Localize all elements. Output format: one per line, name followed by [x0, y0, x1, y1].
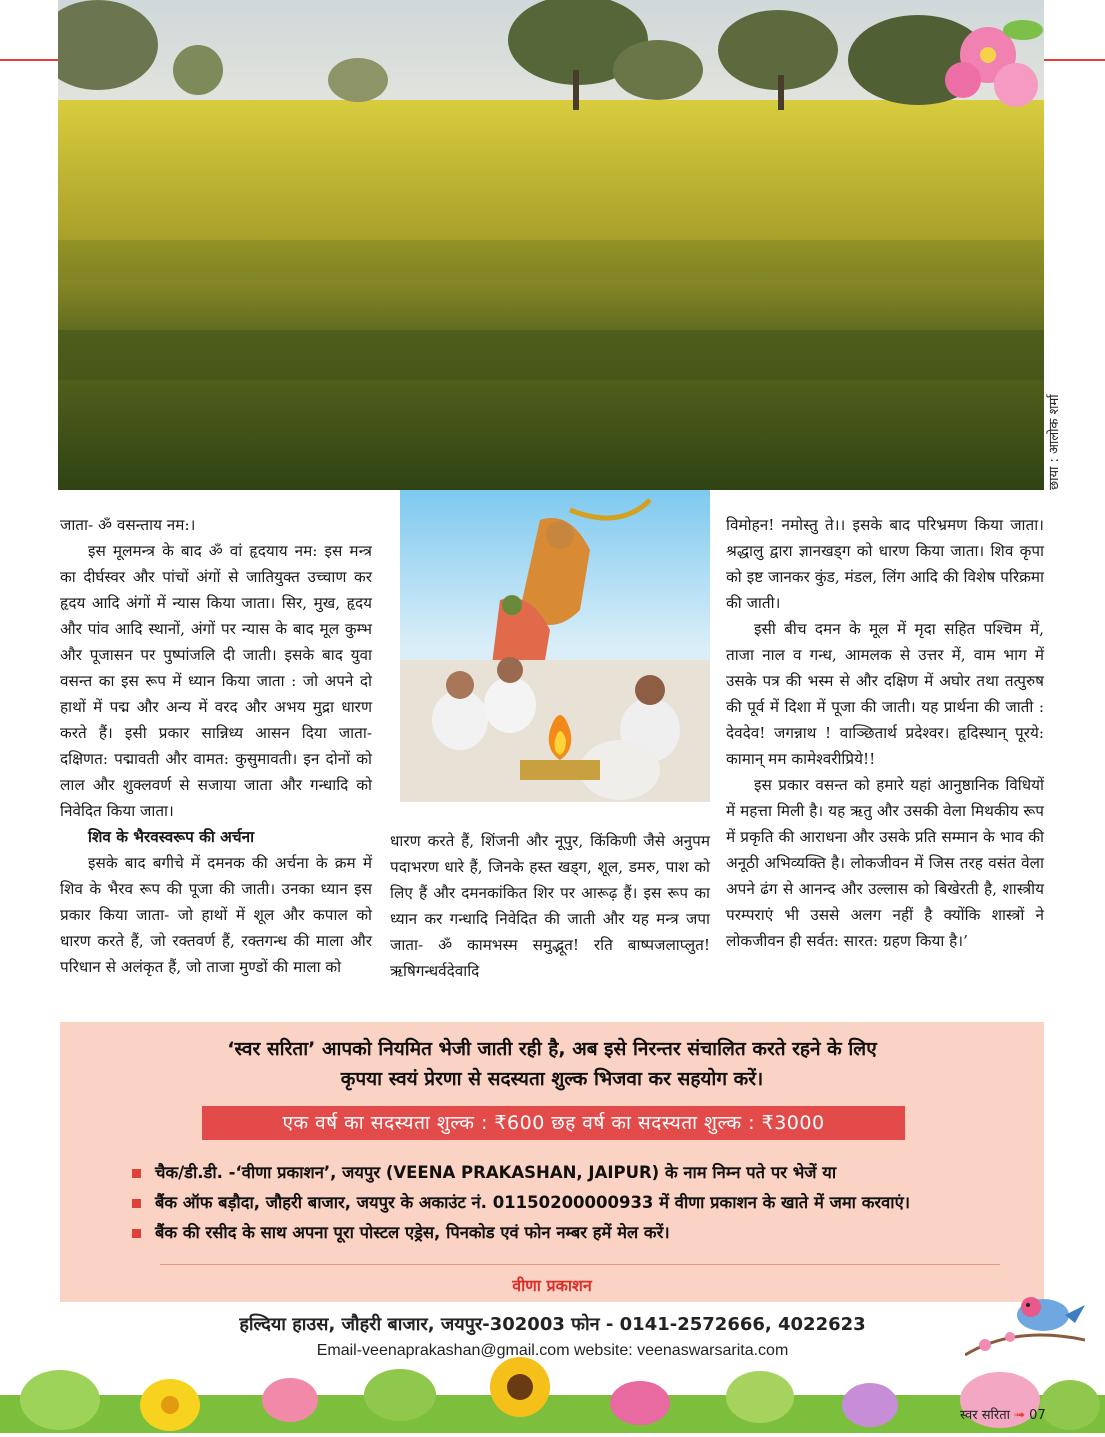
publisher-contact: Email-veenaprakashan@gmail.com website: veenaswarsarita.com	[316, 1342, 789, 1359]
flower-border	[0, 1355, 1105, 1433]
bullet-text: बैंक ऑफ बड़ौदा, जौहरी बाजार, जयपुर के अकाउंट नं. 01150200000933 में वीणा प्रकाशन के खाते में जमा करवाएं।	[155, 1193, 910, 1212]
subscription-panel	[60, 1022, 1044, 1302]
bullet-square-icon	[132, 1169, 141, 1178]
publisher-name: वीणा प्रकाशन	[512, 1276, 592, 1295]
paragraph: इसी बीच दमन के मूल में मृदा सहित पश्चिम में, ताजा नाल व गन्ध, आमलक से उत्तर में, वाम भाग में उसके पत्र की भस्म से और दक्षिण में अघोर तथा तत्पुरुष की पूर्व में दिशा में पूजा की जाती। यह प्रार्थना की जाती : देवदेव! जगन्नाथ ! वाञ्छितार्थ प्रदेश्वर। हृदिस्थान् पूरये: कामान् मम कामेश्वरीप्रिये!!	[726, 620, 1044, 768]
bullet-item	[132, 1190, 1032, 1213]
appeal-line-1: ‘स्वर सरिता’ आपको नियमित भेजी जाती रही है, अब इसे निरन्तर संचालित करते रहने के लिए	[227, 1038, 877, 1060]
fee-banner: एक वर्ष का सदस्यता शुल्क : ₹600 छह वर्ष का सदस्यता शुल्क : ₹3000	[202, 1106, 905, 1140]
paragraph: इस मूलमन्त्र के बाद ॐ वां हृदयाय नम: इस मन्त्र का दीर्घस्वर और पांचों अंगों से जातियुक्त उच्चाण कर हृदय आदि अंगों में न्यास किया जाता। सिर, मुख, हृदय और पांव आदि स्थानों, अंगों पर न्यास के बाद मूल कुम्भ और पूजासन पर पुष्पांजलि दी जाती। इसके बाद युवा वसन्त का इस रूप में ध्यान किया जाता : जो अपने दो हाथों में पद्म और अन्य में वरद और अभय मुद्रा धारण करते हैं। इसी प्रकार सान्निध्य आसन दिया जाता- दक्षिणत: पद्मावती और वामत: कुसुमावती। इन दोनों को लाल और शुक्लवर्ण से सजाया जाता और गन्धादि को निवेदित किया जाता।	[60, 542, 372, 820]
bullet-square-icon	[132, 1199, 141, 1208]
subscription-appeal	[60, 1034, 1044, 1094]
paragraph: धारण करते हैं, शिंजनी और नूपुर, किंकिणी जैसे अनुपम पदाभरण धारे हैं, जिनके हस्त खड्ग, शूल, डमरु, पाश को लिए हैं और दमनकांकित शिर पर आरूढ़ हैं। इस रूप का ध्यान कर गन्धादि निवेदित की जाती और यह मन्त्र जपा जाता- ॐ कामभस्म समुद्भूत! रति बाष्पजलाप्लुत! ऋषिगन्धर्वदेवादि	[390, 832, 710, 980]
page-number: 07	[1029, 1408, 1046, 1423]
top-rule-right	[1044, 59, 1105, 61]
arrow-icon: ➟	[1014, 1408, 1026, 1423]
bullet-text: चैक/डी.डी. -‘वीणा प्रकाशन’, जयपुर (VEENA PRAKASHAN, JAIPUR) के नाम निम्न पते पर भेजें या	[155, 1163, 837, 1182]
page-footer	[960, 1405, 1046, 1423]
paragraph: जाता- ॐ वसन्ताय नम:।	[60, 516, 196, 534]
paragraph: इसके बाद बगीचे में दमनक की अर्चना के क्रम में शिव के भैरव रूप की पूजा की जाती। उनका ध्यान इस प्रकार किया जाता- जो हाथों में शूल और कपाल को धारण करते हैं, जो रक्तवर्ण हैं, रक्तगन्ध की माला और परिधान से अलंकृत हैं, जो ताजा मुण्डों की माला को	[60, 854, 372, 976]
column-right	[726, 512, 1044, 954]
top-rule-left	[0, 59, 58, 61]
column-left	[60, 512, 372, 980]
paragraph: इस प्रकार वसन्त को हमारे यहां आनुष्ठानिक विधियों में महत्ता मिली है। यह ऋतु और उसकी वेला मिथकीय रूप में प्रकृति की आराधना और उसके प्रति सम्मान के भाव की अनूठी अभिव्यक्ति है। लोकजीवन में जिस तरह वसंत वेला अपने ढंग से आनन्द और उल्लास को बिखेरती है, शास्त्रीय परम्पराएं भी उससे अलग नहीं है क्योंकि शास्त्रों ने लोकजीवन ही सर्वत: सारत: ग्रहण किया है।’	[726, 776, 1044, 950]
publisher-address: हल्दिया हाउस, जौहरी बाजार, जयपुर-302003 फोन - 0141-2572666, 4022623	[239, 1314, 866, 1335]
appeal-line-2: कृपया स्वयं प्रेरणा से सदस्यता शुल्क भिजवा कर सहयोग करें।	[340, 1068, 764, 1090]
ritual-illustration	[400, 490, 710, 802]
magazine-name: स्वर सरिता	[960, 1408, 1010, 1423]
bullet-text: बैंक की रसीद के साथ अपना पूरा पोस्टल एड्रेस, पिनकोड एवं फोन नम्बर हमें मेल करें।	[155, 1223, 670, 1242]
section-heading: शिव के भैरवस्वरूप की अर्चना	[88, 828, 255, 846]
bullet-item	[132, 1160, 1032, 1183]
paragraph: विमोहन! नमोस्तु ते।। इसके बाद परिभ्रमण किया जाता। श्रद्धालु द्वारा ज्ञानखड्ग को धारण किया जाता। शिव कृपा को इष्ट जानकर कुंड, मंडल, लिंग आदि की विशेष परिक्रमा की जाती।	[726, 516, 1044, 612]
bullet-item	[132, 1220, 1032, 1243]
mustard-field-photo	[58, 0, 1044, 490]
column-middle	[390, 828, 710, 984]
photo-credit: छाया : आलोक शर्मा	[1047, 394, 1062, 490]
bullet-square-icon	[132, 1229, 141, 1238]
divider	[160, 1264, 1000, 1265]
